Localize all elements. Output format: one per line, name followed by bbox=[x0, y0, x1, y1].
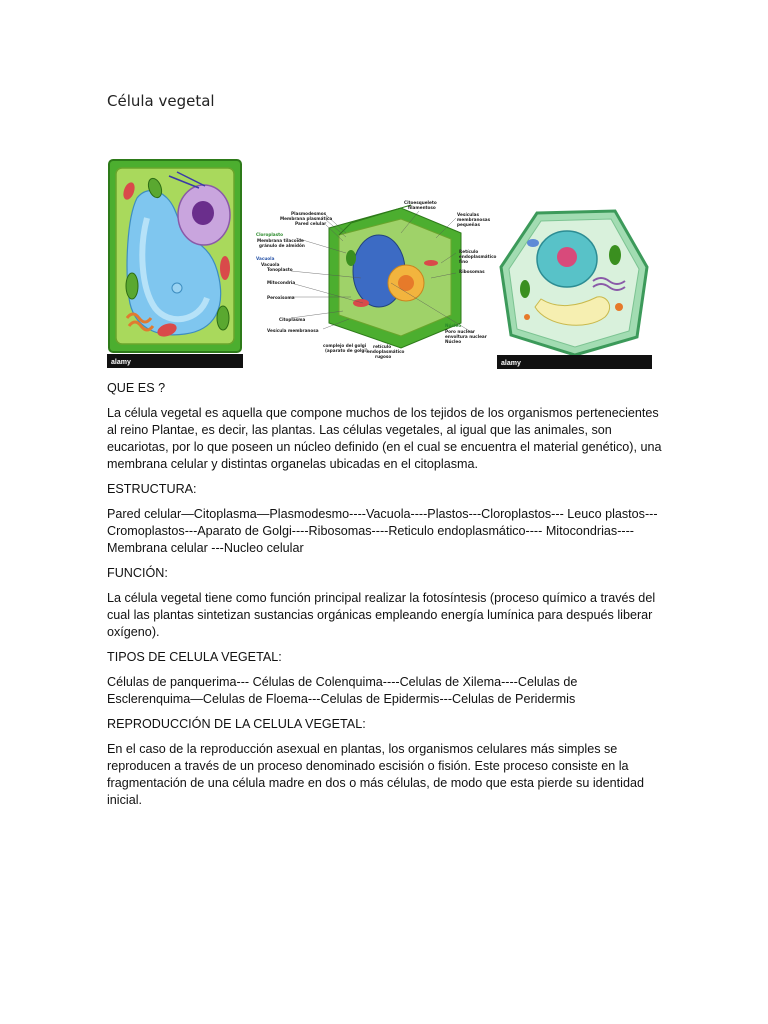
label-plasmodesmos: Plasmodesmos bbox=[291, 211, 327, 216]
label-vesiculas-3: pequeñas bbox=[457, 222, 480, 227]
watermark-logo: alamy bbox=[501, 360, 521, 367]
label-membrana-plasmatica: Membrana plasmática bbox=[280, 216, 333, 221]
watermark-logo: alamy bbox=[111, 359, 131, 366]
document-body bbox=[107, 380, 663, 817]
label-reticulo-fino-2: endoplasmático bbox=[459, 254, 497, 259]
label-granulo-almidon: gránulo de almidón bbox=[259, 243, 305, 248]
label-poro-nuclear: Poro nuclear bbox=[445, 329, 475, 334]
label-vesiculas-1: Vesículas bbox=[457, 212, 479, 217]
section-heading-reproduccion: REPRODUCCIÓN DE LA CELULA VEGETAL: bbox=[107, 717, 366, 731]
watermark-bar bbox=[497, 355, 652, 369]
section-heading-estructura: ESTRUCTURA: bbox=[107, 482, 197, 496]
label-citoesqueleto-1: Citoesqueleto bbox=[404, 200, 437, 205]
label-reticulo-fino-3: fino bbox=[459, 259, 468, 264]
label-pared-celular: Pared celular bbox=[295, 221, 327, 226]
section-heading-funcion: FUNCIÓN: bbox=[107, 566, 168, 580]
label-envoltura-nuclear: envoltura nuclear bbox=[445, 334, 487, 339]
label-citoesqueleto-2: filamentoso bbox=[408, 205, 436, 210]
page-title: Célula vegetal bbox=[107, 92, 215, 110]
label-vesicula-membranosa: Vesícula membranosa bbox=[267, 328, 319, 333]
label-reticulo-fino-1: Retículo bbox=[459, 249, 479, 254]
section-body-funcion: La célula vegetal tiene como función principal realizar la fotosíntesis (proceso químico a través del cual las plantas sintetizan sustancias orgánicas empleando energía lumínica para después liberar oxígeno). bbox=[107, 591, 656, 639]
label-citoplasma: Citoplasma bbox=[279, 317, 306, 322]
label-vacuola-2: Vacuola bbox=[261, 262, 280, 267]
plant-cell-illustration-right bbox=[497, 207, 652, 369]
label-aparato-golgi: (aparato de golgi) bbox=[325, 348, 368, 353]
label-nucleo: Núcleo bbox=[445, 339, 462, 344]
label-complejo-golgi: complejo del golgi bbox=[323, 343, 367, 348]
label-peroxisoma: Peroxisoma bbox=[267, 295, 295, 300]
label-reticulo-rugoso-1: retículo bbox=[373, 344, 392, 349]
label-ribosomas: Ribosomas bbox=[459, 269, 485, 274]
section-body-tipos: Células de panquerima--- Células de Colenquima----Celulas de Xilema----Celulas de Esclerenquima—Celulas de Floema---Celulas de Epidermis---Celulas de Peridermis bbox=[107, 675, 578, 706]
plant-cell-labeled-diagram bbox=[251, 193, 497, 371]
label-vesiculas-2: membranosas bbox=[457, 217, 491, 222]
label-reticulo-rugoso-2: endoplasmático bbox=[367, 349, 405, 354]
section-heading-que-es: QUE ES ? bbox=[107, 381, 166, 395]
label-nucleo-heading: Núcleo bbox=[445, 323, 462, 328]
section-body-reproduccion: En el caso de la reproducción asexual en plantas, los organismos celulares más simples se reproducen a través de un proceso denominado escisión o fisión. Este proceso consiste en la fragmentación de una célula madre en dos o más células, de modo que esta pierde su identidad inicial. bbox=[107, 742, 644, 807]
label-reticulo-rugoso-3: rugoso bbox=[375, 354, 392, 359]
label-mitocondria: Mitocondria bbox=[267, 280, 296, 285]
label-vacuola: Vacuola bbox=[256, 256, 275, 261]
section-heading-tipos: TIPOS DE CELULA VEGETAL: bbox=[107, 650, 282, 664]
watermark-bar bbox=[107, 354, 243, 368]
plant-cell-illustration-left bbox=[107, 158, 243, 368]
label-tonoplasto: Tonoplasto bbox=[267, 267, 293, 272]
section-body-estructura: Pared celular—Citoplasma—Plasmodesmo----Vacuola----Plastos---Cloroplastos--- Leuco plastos---Cromoplastos---Aparato de Golgi----Ribosomas----Reticulo endoplasmático---- Mitocondrias----Membrana celular ---Nucleo celular bbox=[107, 507, 658, 555]
label-cloroplasto: Cloroplasto bbox=[256, 232, 283, 237]
label-membrana-tilacoide: Membrana tilacoide bbox=[257, 238, 304, 243]
section-body-que-es: La célula vegetal es aquella que compone muchos de los tejidos de los organismos pertenecientes al reino Plantae, es decir, las plantas. Las células vegetales, al igual que las animales, son eucariotas, por lo que poseen un núcleo definido (en el cual se encuentra el material genético), una membrana celular y distintas organelas ubicadas en el citoplasma. bbox=[107, 406, 662, 471]
